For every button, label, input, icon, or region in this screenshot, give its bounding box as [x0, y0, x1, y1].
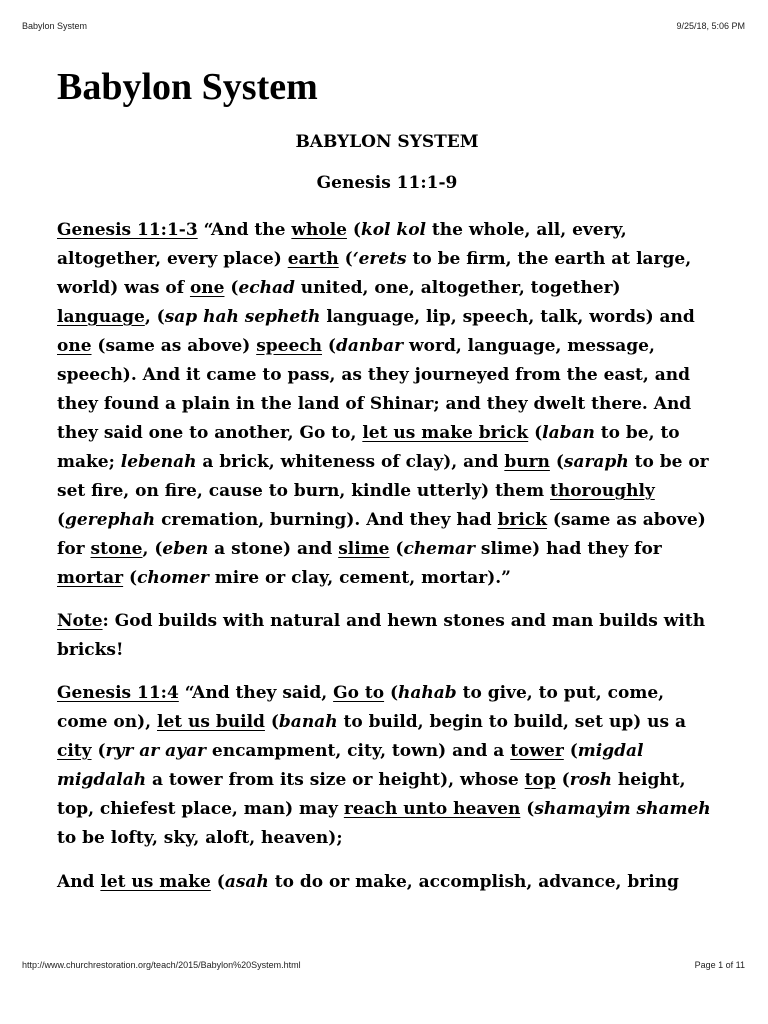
text-run: to build, begin to build, set up) us a [337, 712, 687, 732]
text-run: ( [549, 452, 564, 472]
text-run: ( [389, 539, 404, 559]
text-run: “And they said, [178, 683, 334, 703]
text-run: a stone) and [208, 539, 339, 559]
text-run: to be or set fire, on fire, cause to burn, kindle utterly) them [57, 452, 709, 501]
paragraph-genesis-11-4 [57, 679, 717, 853]
underlined-term: earth [287, 249, 339, 269]
text-run: to be, to make; [57, 423, 680, 472]
underlined-term: reach unto heaven [343, 799, 521, 819]
text-run: ( [555, 770, 570, 790]
paragraph-note [57, 607, 717, 665]
text-run: ( [346, 220, 361, 240]
text-run: ( [264, 712, 279, 732]
underlined-term: brick [497, 510, 547, 530]
underlined-term: Genesis 11:1-3 [57, 220, 198, 240]
text-run: to do or make, accomplish, advance, bring [268, 872, 679, 892]
hebrew-word: hahab [398, 683, 457, 703]
hebrew-word: ‘erets [352, 249, 407, 269]
text-run: height, top, chiefest place, man) may [57, 770, 686, 819]
text-run: word, language, message, speech). And it came to pass, as they journeyed from the east, and they found a plain in the land of Shinar; and they dwelt there. And they said one to another, Go to, [57, 336, 692, 443]
underlined-term: let us build [157, 712, 265, 732]
text-run: , ( [144, 307, 165, 327]
text-run: encampment, city, town) and a [205, 741, 511, 761]
paragraph-continuation [57, 868, 717, 897]
text-run: , ( [142, 539, 163, 559]
hebrew-word: gerephah [65, 510, 156, 530]
text-run: ( [520, 799, 535, 819]
hebrew-word: banah [278, 712, 338, 732]
underlined-term: mortar [57, 568, 124, 588]
print-header-title: Babylon System [22, 21, 88, 31]
text-run: ( [322, 336, 336, 356]
underlined-term: one [57, 336, 92, 356]
underlined-term: let us make [100, 872, 211, 892]
text-run: ( [57, 510, 66, 530]
underlined-term: Go to [333, 683, 385, 703]
section-heading: BABYLON SYSTEM [295, 132, 479, 152]
underlined-term: language [57, 307, 145, 327]
text-run: ( [210, 872, 225, 892]
hebrew-word: asah [224, 872, 269, 892]
underlined-term: stone [90, 539, 143, 559]
hebrew-word: danbar [335, 336, 404, 356]
text-run: (same as above) [91, 336, 257, 356]
hebrew-word: migdal migdalah [57, 741, 644, 790]
text-run: to give, to put, come, come on), [57, 683, 665, 732]
hebrew-word: echad [238, 278, 295, 298]
hebrew-word: saraph [563, 452, 629, 472]
document-body [57, 128, 717, 897]
underlined-term: speech [256, 336, 322, 356]
text-run: to be lofty, sky, aloft, heaven); [57, 828, 343, 848]
underlined-term: one [189, 278, 225, 298]
text-run: a brick, whiteness of clay), and [196, 452, 505, 472]
underlined-term: top [524, 770, 556, 790]
underlined-term: city [57, 741, 92, 761]
text-run: “And the [197, 220, 292, 240]
scripture-reference-heading: Genesis 11:1-9 [316, 173, 458, 193]
print-header-timestamp: 9/25/18, 5:06 PM [676, 21, 745, 31]
paragraph-genesis-11-1-3 [57, 216, 717, 593]
text-run: the whole, all, every, altogether, every place) [57, 220, 627, 269]
text-run: : God builds with natural and hewn stones and man builds with bricks! [57, 611, 706, 660]
text-run: slime) had they for [474, 539, 662, 559]
text-run: cremation, burning). And they had [155, 510, 498, 530]
print-footer-url: http://www.churchrestoration.org/teach/2015/Babylon%20System.html [22, 960, 301, 970]
underlined-term: whole [291, 220, 347, 240]
underlined-term: let us make brick [362, 423, 529, 443]
text-run: ( [338, 249, 353, 269]
hebrew-word: lebenah [120, 452, 197, 472]
underlined-term: tower [510, 741, 564, 761]
text-run: And [57, 872, 101, 892]
underlined-term: thoroughly [550, 481, 655, 501]
hebrew-word: laban [542, 423, 595, 443]
underlined-term: Note [57, 611, 103, 631]
underlined-term: burn [504, 452, 550, 472]
text-run: ( [528, 423, 543, 443]
underlined-term: Genesis 11:4 [57, 683, 179, 703]
hebrew-word: ryr ar ayar [105, 741, 206, 761]
hebrew-word: shamayim shameh [534, 799, 711, 819]
text-run: (same as above) for [57, 510, 706, 559]
underlined-term: slime [338, 539, 390, 559]
text-run: a tower from its size or height), whose [146, 770, 525, 790]
text-run: mire or clay, cement, mortar).” [208, 568, 511, 588]
text-run: ( [563, 741, 578, 761]
text-run: language, lip, speech, talk, words) and [320, 307, 695, 327]
text-run: to be firm, the earth at large, world) was of [57, 249, 692, 298]
hebrew-word: sap hah sepheth [164, 307, 321, 327]
page-title: Babylon System [57, 66, 318, 108]
text-run: ( [384, 683, 399, 703]
text-run: united, one, altogether, together) [294, 278, 621, 298]
print-footer-page-number: Page 1 of 11 [694, 960, 745, 970]
hebrew-word: rosh [569, 770, 612, 790]
hebrew-word: kol kol [360, 220, 427, 240]
hebrew-word: chomer [137, 568, 209, 588]
hebrew-word: eben [162, 539, 209, 559]
hebrew-word: chemar [403, 539, 475, 559]
text-run: ( [91, 741, 106, 761]
text-run: ( [224, 278, 239, 298]
text-run: ( [123, 568, 138, 588]
